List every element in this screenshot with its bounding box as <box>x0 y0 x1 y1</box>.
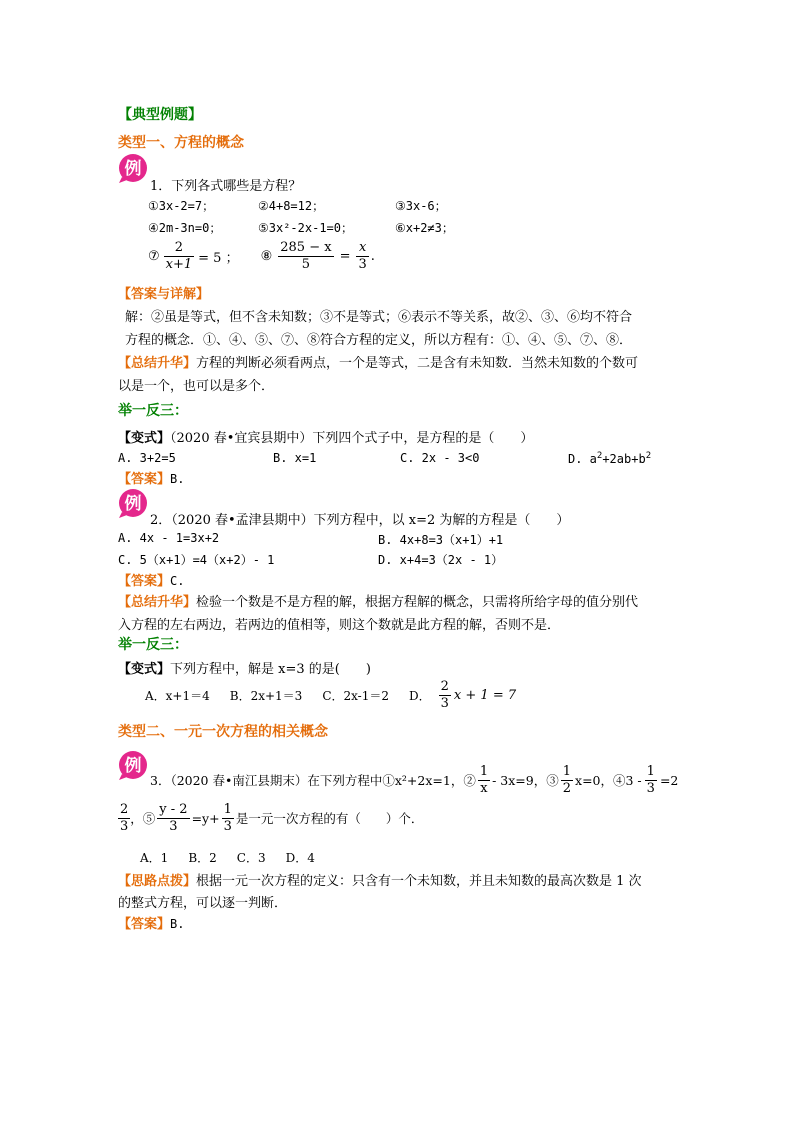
example-badge-icon <box>118 488 148 518</box>
example-badge-icon <box>118 153 148 183</box>
fraction: $\frac{1}{2}$ <box>562 763 572 796</box>
ex3-text: - 3x=9，③ <box>492 773 559 788</box>
option: D. x+4=3（2x - 1） <box>378 553 504 567</box>
answer-value: C. <box>170 574 185 588</box>
answer-value: B. <box>170 917 185 931</box>
summary-tag: 【总结升华】 <box>118 356 197 371</box>
ex1-answer-line2: 方程的概念．①、④、⑤、⑦、⑧符合方程的定义，所以方程有：①、④、⑤、⑦、⑧． <box>125 333 633 348</box>
option: B. 4x+8=3（x+1）+1 <box>378 533 504 547</box>
option: D．4 <box>285 851 315 865</box>
badge-char: 例 <box>124 159 142 179</box>
answer-line <box>118 468 184 487</box>
option: D. $a^2+2ab+b^2$ <box>568 451 652 466</box>
answer-value: B. <box>170 472 185 486</box>
summary-line1 <box>118 352 638 371</box>
fraction: $\frac{2}{x+1}$ <box>165 239 193 272</box>
answer-tag: 【答案与详解】 <box>118 287 210 302</box>
variant-question: （2020 春•宜宾县期中）下列四个式子中，是方程的是（ ） <box>170 431 534 446</box>
answer-tag: 【答案】 <box>118 917 171 932</box>
summary-text: 检验一个数是不是方程的解，根据方程解的概念，只需将所给字母的值分别代 <box>196 595 639 610</box>
summary-text: 方程的判断必须看两点，一个是等式，二是含有未知数．当然未知数的个数可 <box>196 356 639 371</box>
period: . <box>370 248 375 264</box>
ex1-item: ⑤3x²-2x-1=0； <box>258 221 354 235</box>
type2-title: 类型二、一元一次方程的相关概念 <box>118 724 328 740</box>
ex3-text: ，⑤ <box>130 811 156 826</box>
ex3-options <box>140 849 315 866</box>
variant-tag: 【变式】 <box>118 662 171 677</box>
option: B．2 <box>188 851 217 865</box>
fraction: $\frac{2}{3}$ <box>440 678 449 711</box>
option: C．2x-1＝2 <box>322 688 390 703</box>
option: A．x+1＝4 <box>145 688 210 703</box>
ex1-item: ⑥x+2≠3； <box>395 221 454 235</box>
option: C. 5（x+1）=4（x+2）- 1 <box>118 553 275 567</box>
ex1-item7-rest: = 5 ； <box>198 250 239 266</box>
ex2-question: 2．（2020 春•孟津县期中）下列方程中，以 x=2 为解的方程是（ ） <box>150 513 570 528</box>
option: C. 2x - 3<0 <box>400 451 480 465</box>
fraction: $\frac{2}{3}$ <box>120 801 129 834</box>
ex1-question: 1．下列各式哪些是方程？ <box>150 179 302 194</box>
fraction: $\frac{1}{x}$ <box>479 763 489 796</box>
variant-question: 下列方程中，解是 x=3 的是( ) <box>170 662 371 677</box>
option: D． <box>409 688 431 703</box>
hint-text: 根据一元一次方程的定义：只含有一个未知数，并且未知数的最高次数是 1 次 <box>196 874 642 889</box>
ex3-text: =y+ <box>191 810 220 826</box>
fraction: $\frac{x}{3}$ <box>358 239 367 272</box>
ex1-item: ①3x-2=7； <box>148 199 215 213</box>
option: A．1 <box>140 851 169 865</box>
answer-tag: 【答案】 <box>118 472 171 487</box>
ex3-text: =2 <box>659 772 679 788</box>
practice-title: 举一反三： <box>118 403 188 419</box>
variant-line <box>118 658 371 677</box>
option: C．3 <box>236 851 266 865</box>
ex3-text: x=0，④3 - <box>575 773 642 788</box>
ex1-item7-num: ⑦ <box>148 248 160 264</box>
example-badge-icon <box>118 750 148 780</box>
option: B．2x+1＝3 <box>229 688 303 703</box>
section-title: 【典型例题】 <box>118 107 202 123</box>
answer-line <box>118 570 184 589</box>
option: B. x=1 <box>273 451 317 465</box>
fraction: $\frac{y - 2}{3}$ <box>159 801 188 834</box>
fraction: $\frac{1}{3}$ <box>646 763 655 796</box>
ex3-text: 是一元一次方程的有（ ）个． <box>235 811 424 826</box>
ex3-question-line1 <box>150 762 678 798</box>
equals: = <box>339 248 351 264</box>
summary-line1 <box>118 591 638 610</box>
answer-line <box>118 913 184 932</box>
variant-tag: 【变式】 <box>118 431 171 446</box>
ex3-text: 3．（2020 春•南江县期末）在下列方程中①x²+2x=1，② <box>150 773 476 788</box>
summary-tag: 【总结升华】 <box>118 595 197 610</box>
hint-line1 <box>118 870 642 889</box>
ex1-item: ②4+8=12； <box>258 199 325 213</box>
option: A. 4x - 1=3x+2 <box>118 531 220 545</box>
ex3-question-line2 <box>118 800 423 836</box>
type1-title: 类型一、方程的概念 <box>118 135 244 151</box>
badge-char: 例 <box>124 756 142 776</box>
fraction: $\frac{285 - x}{5}$ <box>280 239 332 272</box>
practice-title: 举一反三： <box>118 637 188 653</box>
answer-tag: 【答案】 <box>118 574 171 589</box>
summary-line2: 以是一个，也可以是多个． <box>118 379 275 394</box>
badge-char: 例 <box>124 494 142 514</box>
hint-tag: 【思路点拨】 <box>118 874 197 889</box>
summary-line2: 入方程的左右两边，若两边的值相等，则这个数就是此方程的解，否则不是． <box>118 618 561 633</box>
variant-line <box>118 427 533 446</box>
ex1-item: ④2m-3n=0； <box>148 221 222 235</box>
hint-line2: 的整式方程，可以逐一判断． <box>118 896 288 911</box>
variant-options <box>145 676 516 714</box>
option-rest: x + 1 = 7 <box>453 687 517 703</box>
ex1-answer-line1: 解：②虽是等式，但不含未知数；③不是等式；⑥表示不等关系，故②、③、⑥均不符合 <box>125 310 633 325</box>
ex1-row3 <box>148 238 375 274</box>
ex1-item8-num: ⑧ <box>260 248 273 264</box>
option: A. 3+2=5 <box>118 451 176 465</box>
fraction: $\frac{1}{3}$ <box>223 801 232 834</box>
ex1-item: ③3x-6； <box>395 199 447 213</box>
